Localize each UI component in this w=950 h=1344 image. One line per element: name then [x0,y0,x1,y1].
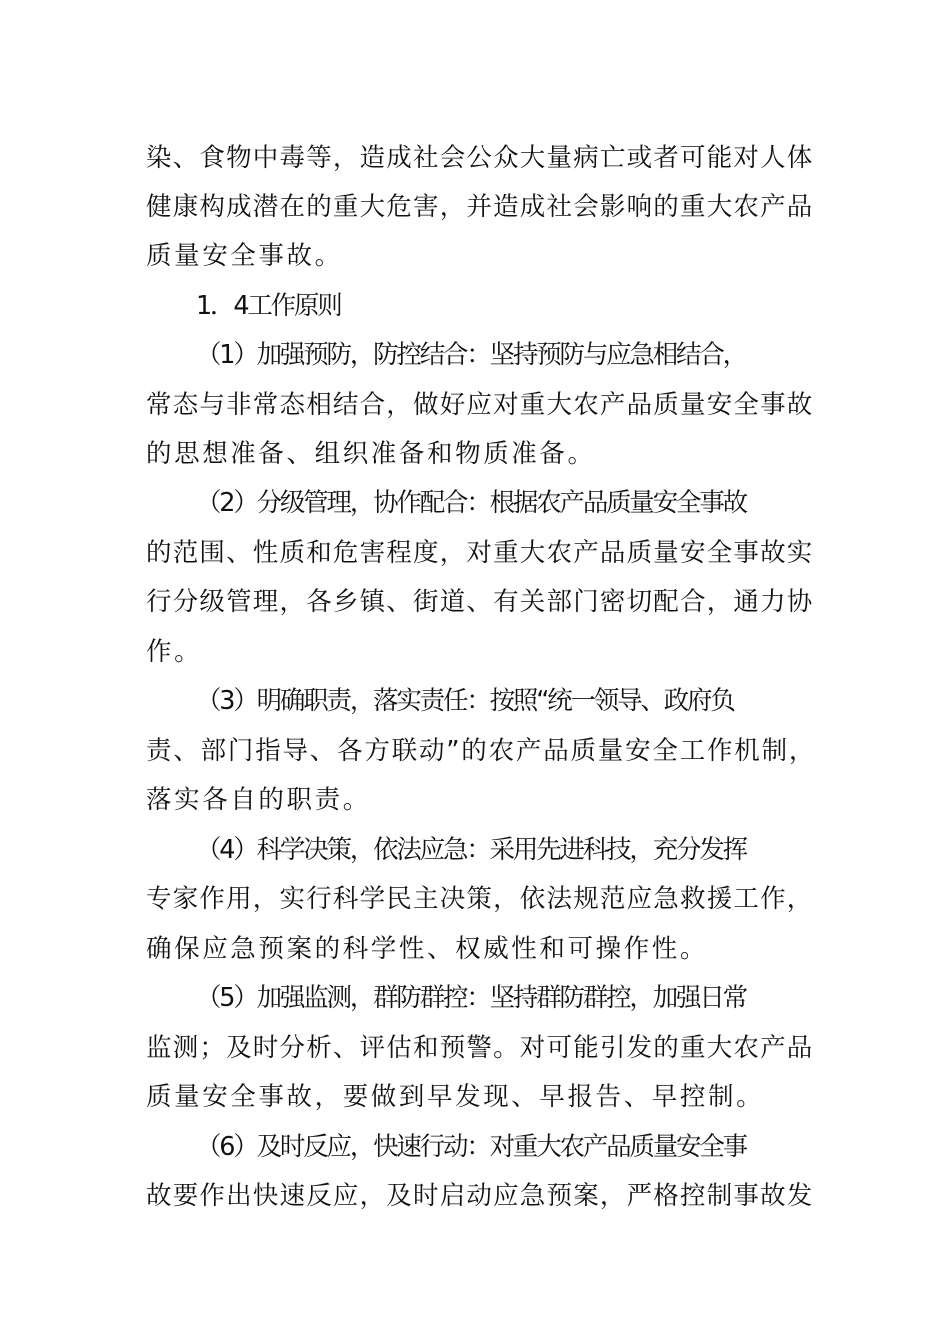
principle-1-line-1: （1）加强预防，防控结合：坚持预防与应急相结合， [196,340,746,370]
principle-3-line-3: 落实各自的职责。 [146,785,371,815]
principle-1-line-2: 常态与非常态相结合，做好应对重大农产品质量安全事故 [146,390,814,420]
principle-6-line-2: 故要作出快速反应，及时启动应急预案，严格控制事故发 [146,1181,814,1211]
principle-5-line-1: （5）加强监测，群防群控：坚持群防群控，加强日常 [196,983,746,1013]
principle-6-line-1: （6）及时反应，快速行动：对重大农产品质量安全事 [196,1132,746,1162]
principle-2-line-4: 作。 [146,637,203,667]
principle-5-line-3: 质量安全事故，要做到早发现、早报告、早控制。 [146,1082,765,1112]
principle-2-line-3: 行分级管理，各乡镇、街道、有关部门密切配合，通力协 [146,587,814,617]
text-line-1: 染、食物中毒等，造成社会公众大量病亡或者可能对人体 [146,143,814,173]
principle-3-line-1: （3）明确职责，落实责任：按照“统一领导、政府负 [196,686,734,716]
principle-4-line-3: 确保应急预案的科学性、权威性和可操作性。 [146,934,709,964]
text-line-2: 健康构成潜在的重大危害，并造成社会影响的重大农产品 [146,192,814,222]
text-line-3: 质量安全事故。 [146,241,343,271]
principle-2-line-2: 的范围、性质和危害程度，对重大农产品质量安全事故实 [146,538,814,568]
principle-2-line-1: （2）分级管理，协作配合：根据农产品质量安全事故 [196,488,746,518]
principle-4-line-1: （4）科学决策，依法应急：采用先进科技，充分发挥 [196,835,746,865]
principle-1-line-3: 的思想准备、组织准备和物质准备。 [146,439,596,469]
principle-5-line-2: 监测；及时分析、评估和预警。对可能引发的重大农产品 [146,1033,814,1063]
principle-3-line-2: 责、部门指导、各方联动”的农产品质量安全工作机制， [146,736,817,766]
principle-4-line-2: 专家作用，实行科学民主决策，依法规范应急救援工作， [146,884,814,914]
section-heading: 1．4工作原则 [196,291,341,321]
